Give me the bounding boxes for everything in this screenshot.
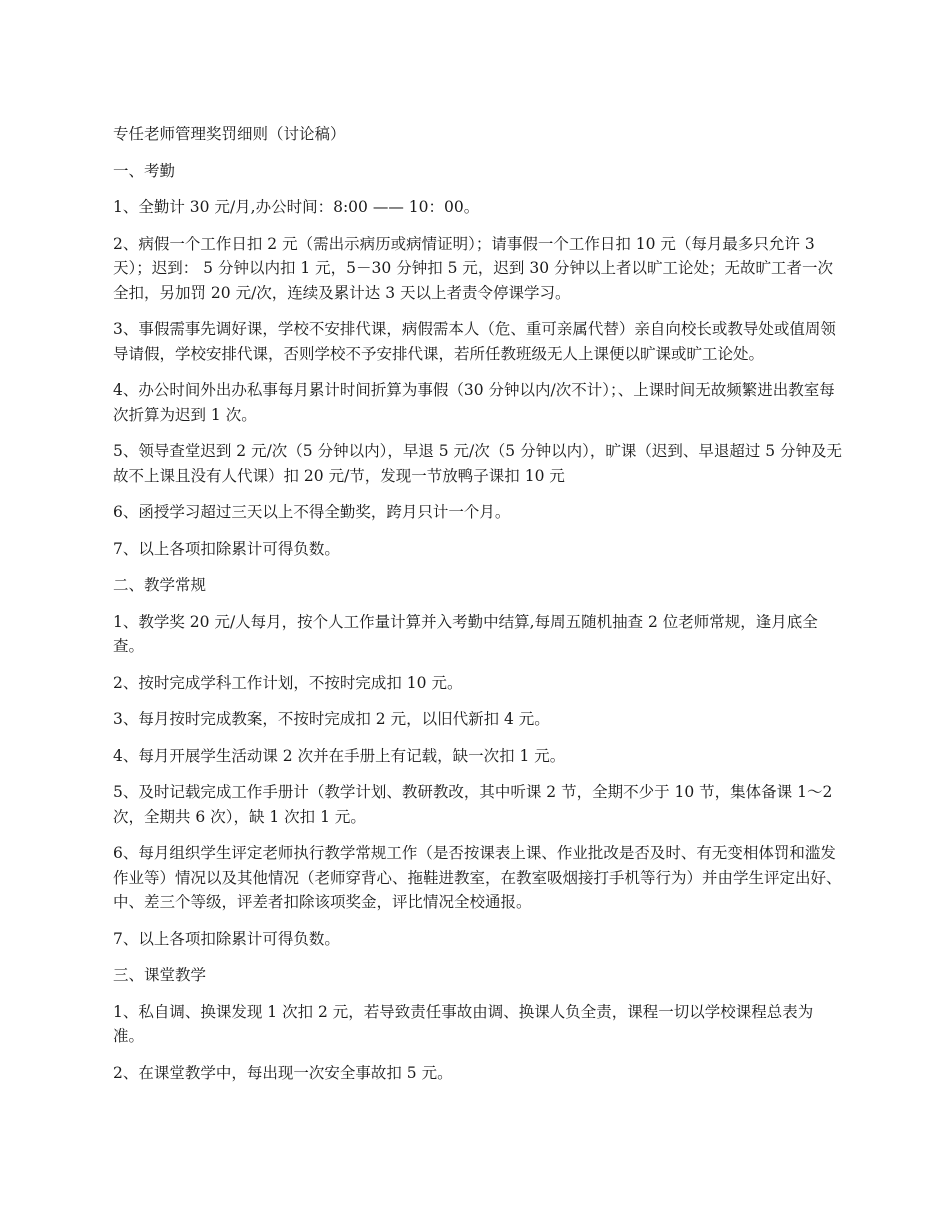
paragraph: 3、每月按时完成教案，不按时完成扣 2 元，以旧代新扣 4 元。 [113, 710, 550, 728]
paragraph: 5、领导查堂迟到 2 元/次（5 分钟以内），早退 5 元/次（5 分钟以内），旷课（迟到、早退超过 5 分钟及无故不上课且没有人代课）扣 20 元/节，发现一节放鸭子课扣 10 元 [113, 442, 843, 485]
paragraph: 7、以上各项扣除累计可得负数。 [113, 539, 340, 558]
paragraph: 4、每月开展学生活动课 2 次并在手册上有记载，缺一次扣 1 元。 [113, 746, 566, 765]
document-title: 专任老师管理奖罚细则（讨论稿） [113, 125, 346, 143]
paragraph: 1、全勤计 30 元/月,办公时间：8:00 —— 10：00。 [113, 198, 480, 216]
section-heading-classroom-teaching: 三、课堂教学 [113, 966, 207, 984]
paragraph: 2、在课堂教学中，每出现一次安全事故扣 5 元。 [113, 1063, 453, 1082]
paragraph: 2、病假一个工作日扣 2 元（需出示病历或病情证明）；请事假一个工作日扣 10 元（每月最多只允许 3 天）；迟到： 5 分钟以内扣 1 元，5－30 分钟扣 5 元，迟到 30 分钟以上者以旷工论处；无故旷工者一次全扣，另加罚 20 元/次，连续及累计达 3 天以上者责令停课学习。 [113, 234, 833, 302]
paragraph: 7、以上各项扣除累计可得负数。 [113, 929, 340, 948]
section-heading-attendance: 一、考勤 [113, 161, 176, 180]
section-heading-teaching-routine: 二、教学常规 [113, 576, 207, 594]
document-body [113, 122, 843, 1097]
paragraph: 1、私自调、换课发现 1 次扣 2 元，若导致责任事故由调、换课人负全责，课程一切以学校课程总表为准。 [113, 1002, 814, 1045]
paragraph: 6、每月组织学生评定老师执行教学常规工作（是否按课表上课、作业批改是否及时、有无变相体罚和滥发作业等）情况以及其他情况（老师穿背心、拖鞋进教室，在教室吸烟接打手机等行为）并由学生评定出好、中、差三个等级，评差者扣除该项奖金，评比情况全校通报。 [113, 844, 842, 911]
paragraph: 4、办公时间外出办私事每月累计时间折算为事假（30 分钟以内/次不计）；、上课时间无故频繁进出教室每次折算为迟到 1 次。 [113, 381, 835, 424]
paragraph: 2、按时完成学科工作计划，不按时完成扣 10 元。 [113, 673, 463, 692]
paragraph: 6、函授学习超过三天以上不得全勤奖，跨月只计一个月。 [113, 503, 511, 521]
paragraph: 3、事假需事先调好课，学校不安排代课，病假需本人（危、重可亲属代替）亲自向校长或教导处或值周领导请假，学校安排代课，否则学校不予安排代课，若所任教班级无人上课便以旷课或旷工论处。 [113, 320, 836, 363]
paragraph: 5、及时记载完成工作手册计（教学计划、教研教改，其中听课 2 节，全期不少于 10 节，集体备课 1～2 次，全期共 6 次），缺 1 次扣 1 元。 [113, 783, 833, 826]
paragraph: 1、教学奖 20 元/人每月，按个人工作量计算并入考勤中结算,每周五随机抽查 2 位老师常规，逢月底全查。 [113, 612, 818, 655]
